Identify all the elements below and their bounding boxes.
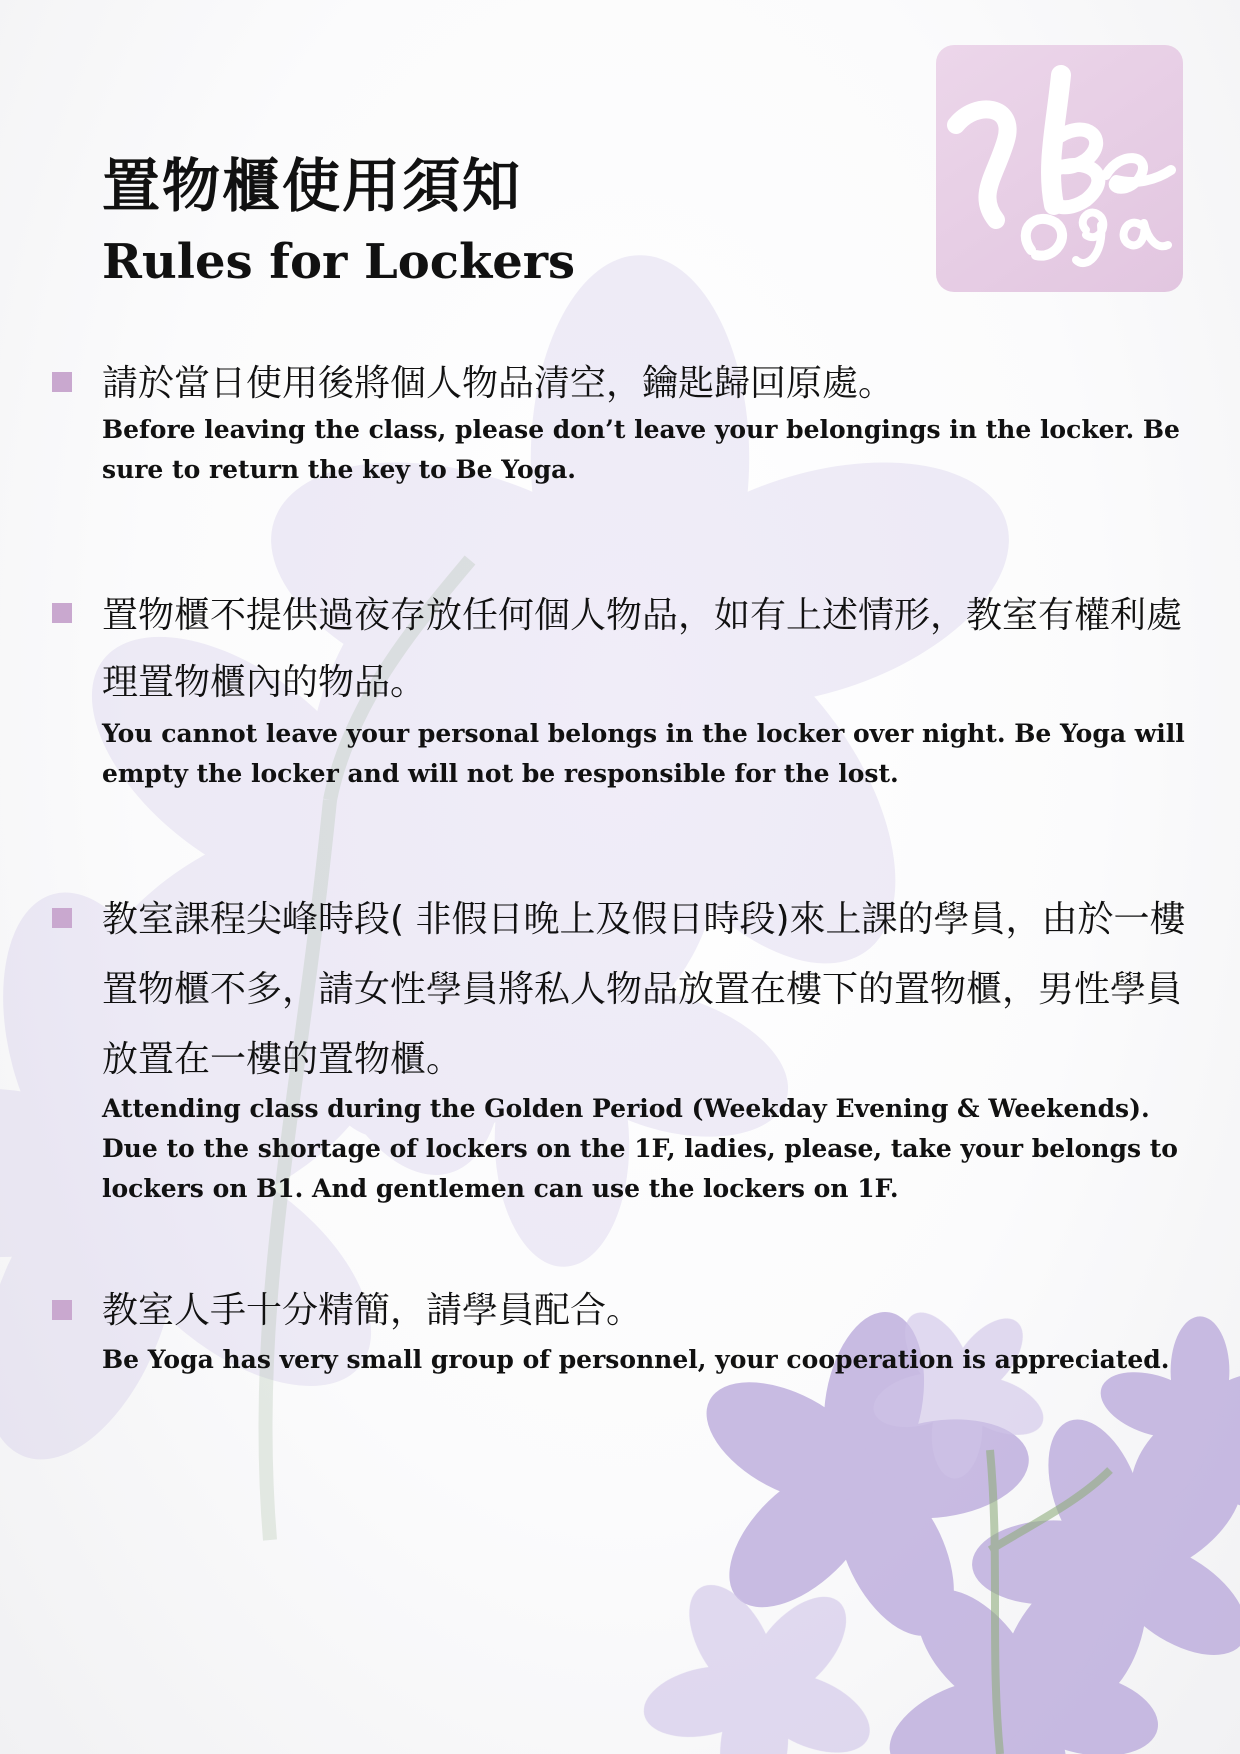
square-bullet-icon: [52, 372, 72, 392]
square-bullet-icon: [52, 1300, 72, 1320]
rule-item-3: [102, 885, 1192, 1209]
rule-4-english: Be Yoga has very small group of personnel, your cooperation is appreciated.: [102, 1345, 1170, 1374]
rule-item-2: [102, 582, 1192, 794]
square-bullet-icon: [52, 603, 72, 623]
rule-2-chinese: 置物櫃不提供過夜存放任何個人物品，如有上述情形，教室有權利處理置物櫃內的物品。: [102, 595, 1183, 703]
rule-1-chinese: 請於當日使用後將個人物品清空，鑰匙歸回原處。: [102, 363, 895, 404]
page-title-english: Rules for Lockers: [102, 234, 576, 290]
rule-3-chinese: 教室課程尖峰時段( 非假日晚上及假日時段)來上課的學員，由於一樓置物櫃不多，請女性學員將私人物品放置在樓下的置物櫃，男性學員放置在一樓的置物櫃。: [102, 899, 1186, 1080]
be-yoga-logo: [936, 45, 1183, 292]
square-bullet-icon: [52, 908, 72, 928]
rule-1-english: Before leaving the class, please don’t leave your belongings in the locker. Be sure to return the key to Be Yoga.: [102, 415, 1180, 484]
rule-3-english: Attending class during the Golden Period (Weekday Evening & Weekends). Due to the shortage of lockers on the 1F, ladies, please, take your belongs to lockers on B1. And gentlemen can use the lockers on 1F.: [102, 1094, 1178, 1203]
rule-2-english: You cannot leave your personal belongs in the locker over night. Be Yoga will empty the locker and will not be responsible for the lost.: [102, 719, 1185, 788]
page-title-chinese: 置物櫃使用須知: [102, 152, 523, 220]
rule-4-chinese: 教室人手十分精簡，請學員配合。: [102, 1290, 643, 1331]
rule-item-1: [102, 360, 1192, 490]
rule-item-4: [102, 1286, 1192, 1376]
